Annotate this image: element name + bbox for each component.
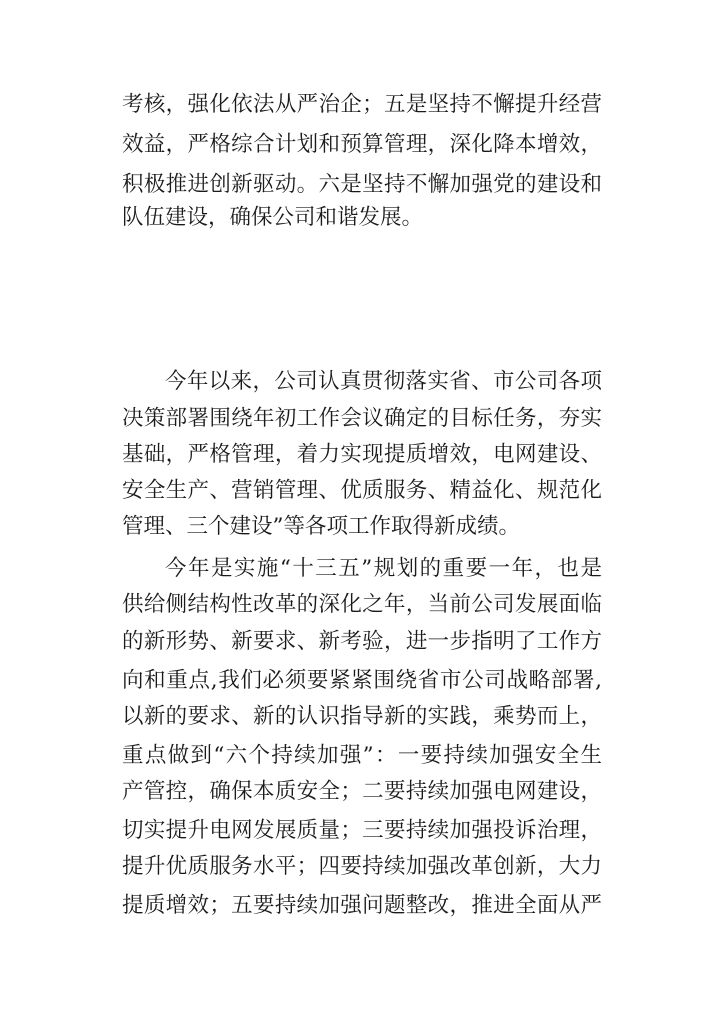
text-line: 切实提升电网发展质量；三要持续加强投诉治理，	[122, 818, 602, 843]
text-line: 提升优质服务水平；四要持续加强改革创新，大力	[122, 854, 602, 879]
paragraph-first-line: 今年是实施“十三五”规划的重要一年，也是	[165, 556, 602, 581]
text-line: 决策部署围绕年初工作会议确定的目标任务，夯实	[122, 406, 602, 431]
text-line: 的新形势、新要求、新考验，进一步指明了工作方	[122, 629, 602, 654]
text-line: 向和重点,我们必须要紧紧围绕省市公司战略部署,	[122, 668, 602, 693]
text-line: 产管控，确保本质安全；二要持续加强电网建设，	[122, 779, 602, 804]
paragraph-first-line: 今年以来，公司认真贯彻落实省、市公司各项	[165, 369, 602, 394]
text-line: 供给侧结构性改革的深化之年，当前公司发展面临	[122, 592, 602, 617]
text-line: 积极推进创新驱动。六是坚持不懈加强党的建设和	[122, 172, 602, 197]
text-line: 队伍建设，确保公司和谐发展。	[122, 205, 424, 230]
text-line: 考核，强化依法从严治企；五是坚持不懈提升经营	[122, 92, 602, 117]
text-line: 以新的要求、新的认识指导新的实践，乘势而上，	[122, 704, 602, 729]
text-line: 管理、三个建设”等各项工作取得新成绩。	[122, 514, 520, 539]
text-line: 重点做到“六个持续加强”：一要持续加强安全生	[122, 743, 602, 768]
text-line: 安全生产、营销管理、优质服务、精益化、规范化	[122, 478, 602, 503]
text-line: 提质增效；五要持续加强问题整改，推进全面从严	[122, 893, 602, 918]
text-line: 效益，严格综合计划和预算管理，深化降本增效，	[122, 132, 602, 157]
text-line: 基础，严格管理，着力实现提质增效，电网建设、	[122, 442, 602, 467]
